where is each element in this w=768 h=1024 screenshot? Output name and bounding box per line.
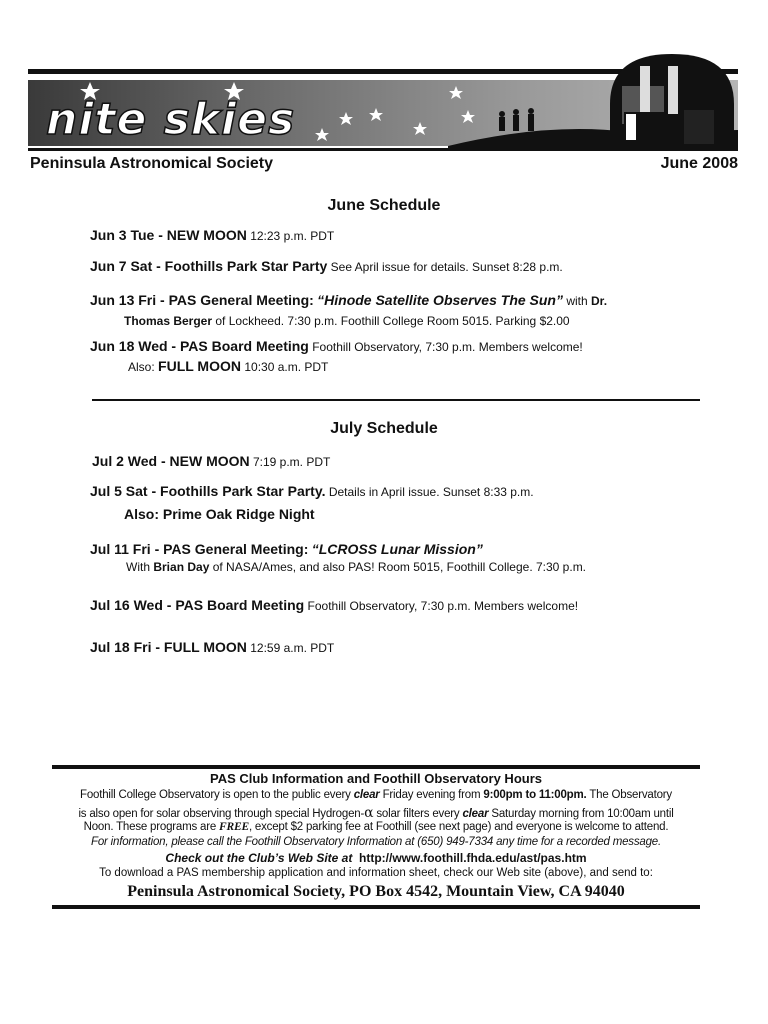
club-info-box (52, 765, 700, 910)
issue-date: June 2008 (660, 155, 738, 172)
schedule-item: Jul 2 Wed - NEW MOON 7:19 p.m. PDT (92, 453, 331, 469)
info-website: Check out the Club’s Web Site at http://www.foothill.fhda.edu/ast/pas.htm (165, 851, 587, 865)
masthead-graphic (28, 52, 738, 156)
july-schedule-title: July Schedule (330, 420, 438, 437)
schedule-item-detail: Thomas Berger of Lockheed. 7:30 p.m. Foothill College Room 5015. Parking $2.00 (124, 314, 570, 328)
info-bottom-rule (52, 905, 700, 909)
info-heading: PAS Club Information and Foothill Observatory Hours (209, 771, 542, 786)
observatory-icon (610, 54, 734, 146)
schedule-item-also: Also: Prime Oak Ridge Night (124, 506, 315, 522)
website-link[interactable]: http://www.foothill.fhda.edu/ast/pas.htm (359, 851, 587, 865)
banner-title: nite skies (46, 94, 296, 145)
info-membership: To download a PAS membership application and information sheet, check our Web site (above), and send to: (99, 867, 653, 879)
info-phone: For information, please call the Foothill Observatory Information at (650) 949-7334 any time for a recorded message. (91, 836, 661, 848)
schedule-item: Jun 13 Fri - PAS General Meeting: “Hinode Satellite Observes The Sun” with Dr. (90, 292, 608, 308)
june-schedule-title: June Schedule (327, 197, 441, 214)
info-hours-line-2: is also open for solar observing through special Hydrogen-α solar filters every clear Saturday morning from 10:00am until (78, 805, 674, 821)
schedule-item: Jul 11 Fri - PAS General Meeting: “LCROSS Lunar Mission” (90, 541, 483, 557)
section-divider (92, 399, 700, 401)
info-top-rule (52, 765, 700, 769)
schedule-item: Jul 18 Fri - FULL MOON 12:59 a.m. PDT (90, 639, 335, 655)
schedule-item: Jun 18 Wed - PAS Board Meeting Foothill Observatory, 7:30 p.m. Members welcome! (90, 338, 583, 354)
info-hours-line-3: Noon. These programs are FREE, except $2 parking fee at Foothill (see next page) and everyone is welcome to attend. (83, 821, 669, 833)
schedule-item: Jun 7 Sat - Foothills Park Star Party See April issue for details. Sunset 8:28 p.m. (90, 258, 563, 274)
schedule-item: Jul 16 Wed - PAS Board Meeting Foothill Observatory, 7:30 p.m. Members welcome! (90, 597, 579, 613)
info-hours-line-1: Foothill College Observatory is open to the public every clear Friday evening from 9:00pm to 11:00pm. The Observatory (80, 789, 672, 801)
schedule-item: Jun 3 Tue - NEW MOON 12:23 p.m. PDT (90, 227, 335, 243)
mailing-address: Peninsula Astronomical Society, PO Box 4542, Mountain View, CA 94040 (127, 883, 625, 900)
masthead-subhead (30, 155, 738, 177)
schedule-item-detail: With Brian Day of NASA/Ames, and also PAS! Room 5015, Foothill College. 7:30 p.m. (126, 560, 587, 574)
alpha-symbol: α (364, 805, 374, 821)
schedule-item: Jul 5 Sat - Foothills Park Star Party. Details in April issue. Sunset 8:33 p.m. (90, 483, 534, 499)
schedule-item-also: Also: FULL MOON 10:30 a.m. PDT (128, 358, 329, 374)
society-name: Peninsula Astronomical Society (30, 155, 274, 172)
masthead-banner (28, 52, 738, 156)
